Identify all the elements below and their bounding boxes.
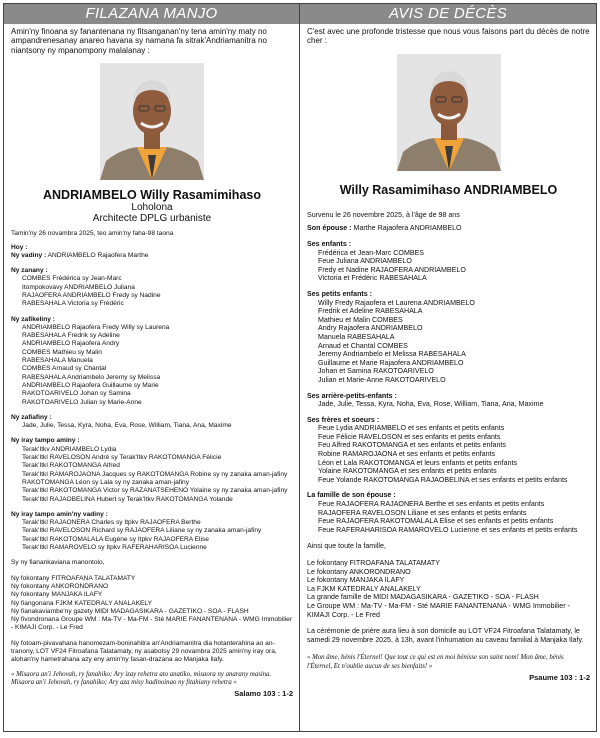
- arriere-petits-enfants-list: Jade, Julie, Tessa, Kyra, Noha, Eva, Rose, William, Tiana, Ana, Maxime: [318, 400, 544, 409]
- fokontany-list: [307, 559, 590, 619]
- scripture-reference: Salamo 103 : 1-2: [234, 689, 293, 699]
- obituary-page: [3, 3, 597, 732]
- list-item: Julian et Marie-Anne RAKOTOARIVELO: [318, 375, 446, 384]
- vadiny-value: ANDRIAMBELO Rajaofera Marthe: [47, 251, 149, 259]
- epouse-value: Marthe Rajaofera ANDRIAMBELO: [353, 224, 462, 233]
- list-item: Le fokontany FITROAFANA TALATAMATY: [307, 559, 440, 567]
- arriere-petits-enfants-label: Ses arrière-petits-enfants :: [307, 391, 397, 400]
- famille-epouse-label: La famille de son épouse :: [307, 491, 396, 500]
- list-item: Ny fokontany ANKORONDRANO: [11, 582, 109, 590]
- list-item: RABESAHALA Fredrik sy Adeline: [22, 332, 120, 340]
- list-item: Andry Rajaofera ANDRIAMBELO: [318, 324, 423, 333]
- malagasy-column: [4, 4, 300, 731]
- list-item: Le Groupe WM : Ma-TV - Ma-FM - Sté MARIE FANANTENANA - WMG Immobilier - KIMAJI Corp. - Le Fred: [307, 601, 570, 619]
- list-item: RAJAOFERA RAVELOSON Liliane et ses enfants et petits enfants: [318, 508, 527, 517]
- list-item: RAKOTOMANGA Léon sy Lala sy ny zanaka aman-jafiny: [22, 478, 189, 486]
- title-loholona: Loholona: [131, 202, 173, 214]
- list-item: Le fokontany MANJAKA ILAFY: [307, 576, 405, 585]
- list-item: RAKOTOARIVELO Johan sy Samina: [22, 390, 131, 398]
- list-item: Feue Lydia ANDRIAMBELO et ses enfants et petits enfants: [318, 424, 505, 433]
- list-item: Terak'Itkl RAJAOBELINA Hubert sy Terak'Itkv RAKOTOMANGA Yolande: [22, 495, 233, 503]
- left-body: [11, 230, 293, 664]
- death-date: Survenu le 26 novembre 2025, à l'âge de 98 ans: [307, 210, 460, 219]
- petits-enfants-list: [307, 299, 590, 385]
- tampo-label: Ny iray tampo aminy :: [11, 437, 80, 445]
- list-item: COMBES Frédérica sy Jean-Marc: [22, 275, 122, 283]
- list-item: Ny fivondronana Groupe WM : Ma-TV - Ma-FM - Sté MARIE FANANTENANA - WMG Immobilier - KIMAJI Corp. - Le Fred: [11, 616, 293, 632]
- petits-enfants-label: Ses petits enfants :: [307, 289, 373, 298]
- list-item: Johan et Samina RAKOTOARIVELO: [318, 367, 434, 376]
- list-item: Le fokontany ANKORONDRANO: [307, 567, 411, 576]
- zafiafiny-label: Ny zafiafiny :: [11, 413, 52, 421]
- banner-title: FILAZANA MANJO: [4, 4, 299, 24]
- ceremony-text: La cérémonie de prière aura lieu à son domicile au LOT VF24 Fitroafana Talatamaty, le samedi 29 novembre 2025, à 13h, avant l'inhumation au caveau familial à Manjaka Ilafy.: [307, 627, 584, 644]
- list-item: Terak'Itkl RAJAONERA Charles sy Itpkv RAJAOFERA Berthe: [22, 519, 201, 527]
- list-item: Léon et Lala RAKOTOMANGA et leurs enfants et petits enfants: [318, 458, 517, 467]
- deceased-name: ANDRIAMBELO Willy Rasamimihaso: [43, 188, 261, 203]
- list-item: Itompokovavy ANDRIAMBELO Juliana: [22, 283, 135, 291]
- fokontany-list: [11, 575, 293, 633]
- freres-soeurs-label: Ses frères et soeurs :: [307, 415, 380, 424]
- banner-title: AVIS DE DÉCÈS: [300, 4, 596, 24]
- list-item: Terak'Itkl RAKOTOMALALA Eugène sy Itpkv RAJAOFERA Elise: [22, 535, 209, 543]
- list-item: ANDRIAMBELO Rajaofera Fredy Willy sy Laurena: [22, 323, 170, 331]
- list-item: Robine RAMAROJAONA et ses enfants et petits enfants: [318, 450, 496, 459]
- list-item: Yolaine RAKOTOMANGA et ses enfants et petits enfants: [318, 467, 497, 476]
- list-item: Terak'Itkl RAMAROJAONA Jacques sy RAKOTOMANGA Robine sy ny zanaka aman-jafiny: [22, 470, 288, 478]
- list-item: RAKOTOARIVELO Julian sy Marie-Anne: [22, 398, 142, 406]
- scripture-quote: « Misaora an'i Jehovah, ry fanahiko; Ary izay rehetra ato anatiko, misaora ny anarany masina. Misaora an'i Jehovah, ry fanahiko; Ary aza misy hadinoinao ny fitahiany rehetra »: [11, 670, 272, 686]
- tampo-vady-list: [11, 519, 293, 552]
- list-item: Willy Fredy Rajaofera et Laurena ANDRIAMBELO: [318, 298, 475, 307]
- list-item: Ny fianakaviambe'ny gazety MIDI MADAGASIKARA - GAZETIKO - SOA - FLASH: [11, 607, 249, 615]
- list-item: La grande famille de MIDI MADAGASIKARA - GAZETIKO - SOA - FLASH: [307, 593, 539, 602]
- list-item: Feue RAFERAHARISOA RAMAROVELO Lucienne et ses enfants et petits enfants: [318, 525, 578, 534]
- fianakaviana-text: Sy ny fianankaviana manontolo,: [11, 559, 105, 567]
- epouse-label: Son épouse :: [307, 224, 352, 233]
- list-item: Fredy et Nadine RAJAOFERA ANDRIAMBELO: [318, 265, 466, 274]
- enfants-list: [307, 249, 590, 283]
- list-item: Terak'Itkv ANDRIAMBELO Lydia: [22, 445, 117, 453]
- intro-text: C'est avec une profonde tristesse que nous vous faisons part du décès de notre cher :: [307, 27, 590, 46]
- list-item: Terak'Itkl RAVELOSON André sy Terak'Itkv RAKOTOMANGA Félicie: [22, 454, 222, 462]
- list-item: Arnaud et Chantal COMBES: [318, 341, 408, 350]
- list-item: Victoria et Frédéric RABESAHALA: [318, 274, 427, 283]
- list-item: Fredrik et Adeline RABESAHALA: [318, 307, 423, 316]
- deceased-name: Willy Rasamimihaso ANDRIAMBELO: [339, 182, 558, 197]
- tampo-list: [11, 446, 293, 504]
- list-item: RABESAHALA Victoria sy Frédéric: [22, 300, 124, 308]
- list-item: Terak'Itkl RAVELOSON Richard sy RAJAOFERA Liliane sy ny zanaka aman-jafiny: [22, 527, 262, 535]
- list-item: Jeremy Andriambelo et Melissa RABESAHALA: [318, 350, 466, 359]
- hoy-label: Hoy :: [11, 243, 28, 251]
- french-column: [300, 4, 596, 731]
- list-item: Feue Yolande RAKOTOMANGA RAJAOBELINA et ses enfants et petits enfants: [318, 475, 568, 484]
- list-item: COMBES Mathieu sy Malin: [22, 348, 102, 356]
- list-item: Terak'Itkl RAKOTOMANGA Alfred: [22, 462, 120, 470]
- vadiny-label: Ny vadiny :: [11, 251, 47, 259]
- list-item: Ny fiangonana FJKM KATEDRALY ANALAKELY: [11, 599, 152, 607]
- zafikeliny-label: Ny zafikeliny :: [11, 315, 55, 323]
- scripture-reference: Psaume 103 : 1-2: [529, 673, 590, 683]
- list-item: ANDRIAMBELO Rajaofera Guillaume sy Marie: [22, 381, 159, 389]
- list-item: RABESAHALA Manuela: [22, 357, 93, 365]
- list-item: Feue RAJAOFERA RAKOTOMALALA Elise et ses enfants et petits enfants: [318, 517, 554, 526]
- ceremony-text: Ny fotoam-pivavahana hanomezam-boninahitra an'Andriamanitra dia hotanterahina ao an-tranony, LOT VF24 Fitroafana Talatamaty, ny asabotsy 29 novambra 2025 amin'ny iray ora, alohan'ny hametrahana azy eny amin'ny fasan-drazana ao Manjaka Ilafy.: [11, 639, 277, 664]
- death-date: Tamin'ny 26 novambra 2025, teo amin'ny faha-98 taona: [11, 230, 174, 238]
- portrait-photo: [397, 54, 501, 171]
- famille-epouse-list: [307, 500, 590, 534]
- list-item: RAJAOFERA ANDRIAMBELO Fredy sy Nadine: [22, 292, 161, 299]
- list-item: Terak'Itkl RAMAROVELO sy Itpkv RAFERAHARISOA Lucienne: [22, 544, 207, 552]
- tampo-vady-label: Ny iray tampo amin'ny vadiny :: [11, 510, 108, 518]
- list-item: Guillaume et Marie Rajaofera ANDRIAMBELO: [318, 358, 464, 367]
- toute-famille-text: Ainsi que toute la famille,: [307, 542, 386, 551]
- list-item: Ny fokontany MANJAKA ILAFY: [11, 591, 103, 599]
- scripture-quote: « Mon âme, bénis l'Éternel! Que tout ce qui est en moi bénisse son saint nom! Mon âme, bénis l'Éternel, Et n'oublie aucun de ses bienfaits! »: [307, 654, 564, 670]
- intro-text: Amin'ny finoana sy fanantenana ny fitsanganan'ny tena amin'ny maty no ampandrenesanay anareo havana sy namana fa sitrak'Andriamanitra no niantsony ny mpanompony malalanay :: [11, 27, 267, 55]
- right-body: [307, 211, 590, 645]
- enfants-label: Ses enfants :: [307, 240, 352, 248]
- freres-soeurs-list: [307, 424, 590, 484]
- list-item: Feue Juliana ANDRIAMBELO: [318, 257, 412, 266]
- portrait-photo: [100, 63, 204, 180]
- list-item: La FJKM KATEDRALY ANALAKELY: [307, 584, 421, 593]
- zanany-label: Ny zanany :: [11, 267, 48, 275]
- list-item: Terak'Itkl RAKOTOMANGA Victor sy RAZANATSEHENO Yolaine sy ny zanaka aman-jafiny: [22, 487, 288, 495]
- list-item: Frédérica et Jean-Marc COMBES: [318, 248, 425, 257]
- list-item: Ny fokontany FITROAFANA TALATAMATY: [11, 574, 136, 582]
- list-item: Feue Félicie RAVELOSON et ses enfants et petits enfants: [318, 432, 501, 441]
- list-item: Feue RAJAOFERA RAJAONERA Berthe et ses enfants et petits enfants: [318, 500, 545, 509]
- zafiafiny-list: Jade, Julie, Tessa, Kyra, Noha, Eva, Rose, William, Tiana, Ana, Maxime: [22, 422, 232, 430]
- list-item: COMBES Arnaud sy Chantal: [22, 365, 107, 373]
- zafikeliny-list: [11, 324, 293, 407]
- list-item: Mathieu et Malin COMBES: [318, 315, 403, 324]
- title-architect: Architecte DPLG urbaniste: [92, 213, 212, 225]
- list-item: Feu Alfred RAKOTOMANGA et ses enfants et petits enfants: [318, 441, 506, 450]
- list-item: RABESAHALA Andriambelo Jeremy sy Melissa: [22, 373, 161, 381]
- list-item: ANDRIAMBELO Rajaofera Andry: [22, 340, 120, 348]
- zanany-list: [11, 275, 293, 308]
- list-item: Manuela RABESAHALA: [318, 332, 395, 341]
